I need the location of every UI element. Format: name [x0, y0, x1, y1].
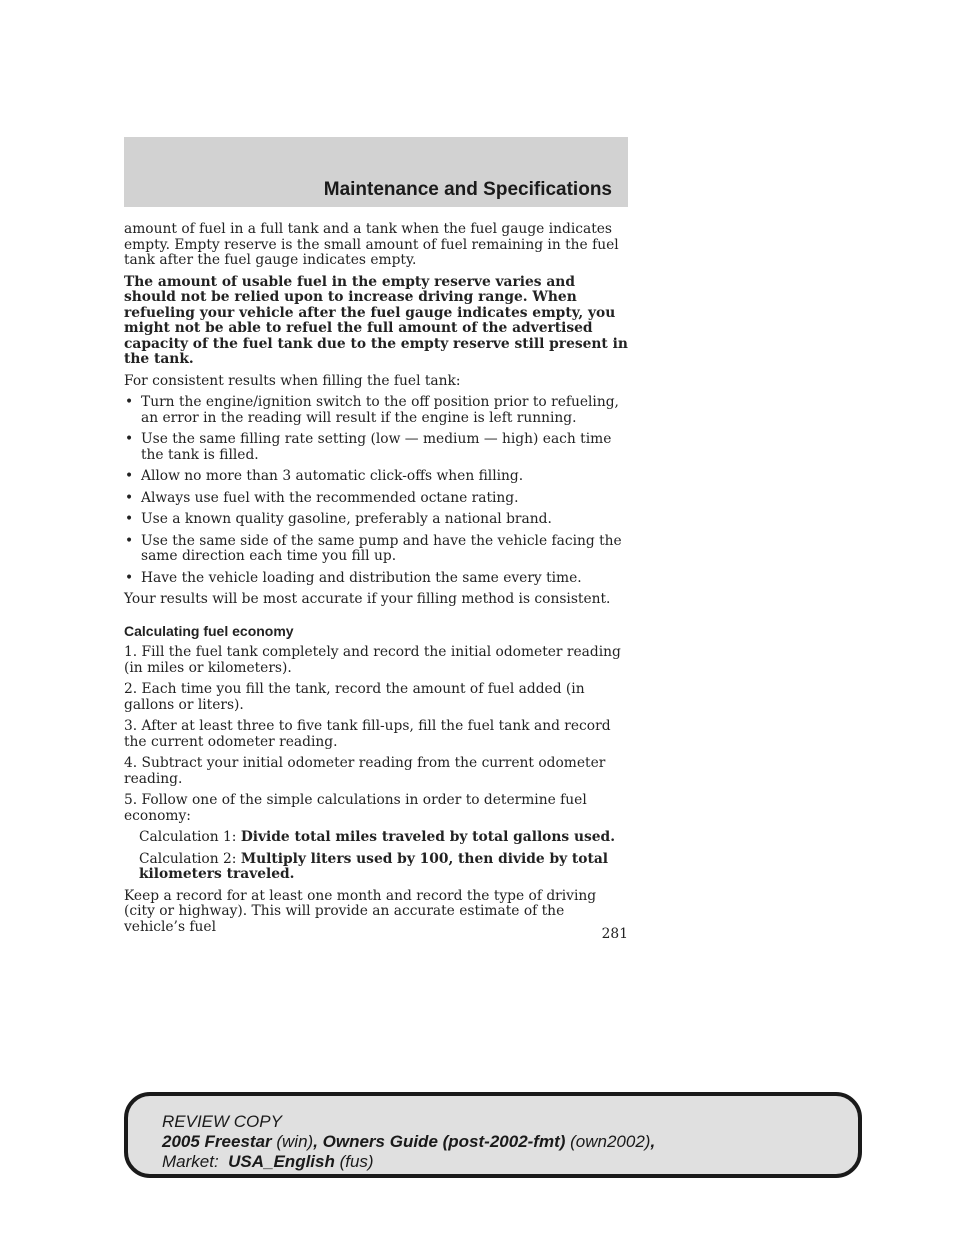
- bullet-icon: •: [125, 394, 134, 410]
- list-item: • Use the same filling rate setting (low — medium — high) each time the tank is filled.: [125, 431, 612, 463]
- subheading: Calculating fuel economy: [124, 622, 294, 639]
- list-item: • Turn the engine/ignition switch to the off position prior to refueling, an error in the reading will result if the engine is left running.: [125, 394, 619, 426]
- list-item: • Always use fuel with the recommended octane rating.: [125, 489, 519, 506]
- page-number: 281: [601, 926, 628, 942]
- section-header-band: [124, 137, 628, 207]
- bullet-icon: •: [125, 532, 134, 549]
- closing-paragraph: Keep a record for at least one month and record the type of driving (city or highway). This will provide an accurate estimate of the vehicle’s fuel: [124, 887, 597, 935]
- intro-paragraph: amount of fuel in a full tank and a tank when the fuel gauge indicates empty. Empty reserve is the small amount of fuel remaining in the fuel tank after the fuel gauge indicates empty.: [124, 221, 619, 268]
- step-item: 3. After at least three to five tank fill-ups, fill the fuel tank and record the current odometer reading.: [124, 718, 611, 750]
- review-label: REVIEW COPY: [162, 1112, 282, 1131]
- page-body: [124, 222, 628, 941]
- warning-paragraph: The amount of usable fuel in the empty reserve varies and should not be relied upon to increase driving range. When refueling your vehicle after the fuel gauge indicates empty, you might not be able to refuel the full amount of the advertised capacity of the fuel tank due to the empty reserve still present in the tank.: [124, 273, 628, 367]
- tips-list: [124, 395, 628, 586]
- section-title: Maintenance and Specifications: [323, 179, 612, 200]
- calculation-1: Calculation 1: Divide total miles traveled by total gallons used.: [139, 829, 616, 845]
- step-item: 2. Each time you fill the tank, record the amount of fuel added (in gallons or liters).: [124, 681, 585, 713]
- document-info: 2005 Freestar (win), Owners Guide (post-2002-fmt) (own2002),: [162, 1132, 656, 1151]
- review-footer: [124, 1092, 862, 1178]
- list-item: • Allow no more than 3 automatic click-offs when filling.: [125, 468, 524, 484]
- bullet-icon: •: [125, 489, 134, 506]
- bullet-icon: •: [125, 431, 134, 447]
- bullet-icon: •: [125, 569, 134, 586]
- market-info: Market: USA_English (fus): [162, 1152, 374, 1171]
- calculation-2: Calculation 2: Multiply liters used by 100, then divide by total kilometers traveled.: [139, 850, 609, 882]
- step-item: 4. Subtract your initial odometer reading from the current odometer reading.: [124, 755, 606, 787]
- list-item: • Use the same side of the same pump and have the vehicle facing the same direction each time you fill up.: [125, 532, 622, 564]
- results-paragraph: Your results will be most accurate if your filling method is consistent.: [124, 591, 611, 607]
- bullet-icon: •: [125, 511, 134, 527]
- list-item: • Use a known quality gasoline, preferably a national brand.: [125, 511, 552, 527]
- consistent-intro: For consistent results when filling the fuel tank:: [124, 372, 461, 389]
- footer-text: [162, 1112, 655, 1172]
- step-item: 5. Follow one of the simple calculations in order to determine fuel economy:: [124, 792, 587, 824]
- bullet-icon: •: [125, 468, 134, 484]
- list-item: • Have the vehicle loading and distribution the same every time.: [125, 569, 582, 586]
- step-item: 1. Fill the fuel tank completely and record the initial odometer reading (in miles or kilometers).: [124, 644, 621, 676]
